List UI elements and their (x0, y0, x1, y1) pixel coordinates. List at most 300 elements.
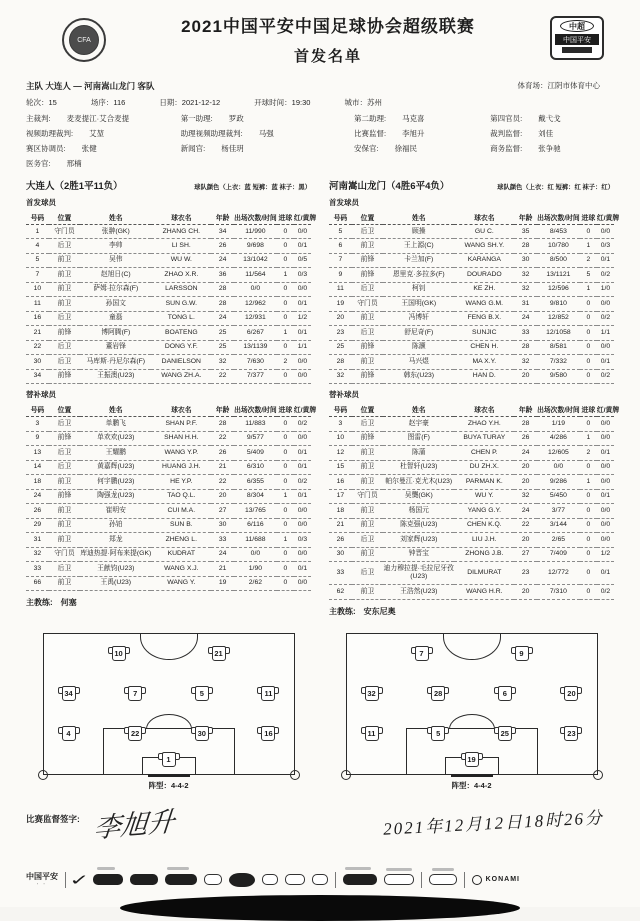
player-shirt-icon: 20 (560, 685, 582, 702)
table-row (26, 489, 311, 503)
cell: 12/596 (537, 282, 580, 296)
cell: 萨姆·拉尔森(F) (80, 282, 151, 296)
formation-row (44, 645, 294, 662)
cell: SHAN P.F. (151, 417, 211, 431)
table-row (329, 489, 614, 503)
cell: 18 (26, 475, 49, 489)
match-meta (26, 97, 614, 108)
title-sponsor-logo: 中国平安 · · (26, 872, 58, 886)
column-header: 姓名 (80, 210, 151, 225)
player-shirt-icon: 9 (511, 645, 533, 662)
cell: 0/0 (294, 225, 311, 239)
cell: FENG B.X. (454, 311, 514, 325)
cell: 25 (211, 340, 234, 354)
cell: 刘家辉(U23) (383, 533, 454, 547)
home-formation-label: 阵型：4-4-2 (148, 780, 189, 790)
cell: 前卫 (49, 268, 80, 282)
cell: 0/0 (294, 547, 311, 561)
cell: 5 (580, 268, 597, 282)
cell: 后卫 (49, 460, 80, 474)
cell: 1 (277, 489, 294, 503)
cell: 33 (211, 533, 234, 547)
supervisor-sign-label: 比赛监督签字: (26, 813, 80, 824)
sponsor-strip (26, 871, 614, 889)
cell: 8/500 (537, 253, 580, 267)
cell: SUN G.W. (151, 297, 211, 311)
cell: 14 (26, 460, 49, 474)
cell: 1/90 (234, 562, 277, 576)
column-header: 球衣名 (151, 402, 211, 417)
match-date: 日期：2021-12-12 (159, 98, 221, 107)
home-starters-title: 首发球员 (26, 198, 56, 207)
cell: 钟晋宝 (383, 547, 454, 561)
sponsor-sub-bar: · · (37, 880, 47, 886)
table-row (26, 475, 311, 489)
cell: 0 (580, 518, 597, 532)
formation-row (347, 751, 597, 768)
table-row (26, 562, 311, 576)
cell: 31 (26, 533, 49, 547)
cell: 12 (329, 446, 352, 460)
table-header-row (329, 210, 614, 225)
player-shirt-icon: 19 (461, 751, 483, 768)
column-header: 年龄 (514, 402, 537, 417)
cell: 0/0 (294, 576, 311, 590)
cell: 31 (514, 297, 537, 311)
cell: 8/581 (537, 340, 580, 354)
column-header: 号码 (26, 210, 49, 225)
cell: 11 (26, 297, 49, 311)
table-row (329, 355, 614, 369)
cell: 0/0 (294, 282, 311, 296)
cell: 0/1 (294, 239, 311, 253)
cell: 王耀鹏 (80, 446, 151, 460)
cell: 前锋 (49, 369, 80, 383)
cell: 舒尼奇(F) (383, 326, 454, 340)
cell: 0 (277, 297, 294, 311)
cell: 前卫 (49, 253, 80, 267)
away-subs-title: 替补球员 (329, 390, 359, 400)
column-header: 出场次数/时间 (537, 210, 580, 225)
cell: 0/0 (537, 460, 580, 474)
away-formation-label: 阵型：4-4-2 (451, 780, 492, 790)
cell: MA X.Y. (454, 355, 514, 369)
cell: 12/852 (537, 311, 580, 325)
column-header: 红/黄牌 (597, 210, 614, 225)
cell: 0 (580, 547, 597, 561)
cell: 9/580 (537, 369, 580, 383)
sponsor-logo (343, 874, 377, 885)
cell: 21 (26, 326, 49, 340)
table-row (26, 282, 311, 296)
cell: 7/409 (537, 547, 580, 561)
cell: 守门员 (352, 297, 383, 311)
cell: 守门员 (49, 225, 80, 239)
cell: 李帅 (80, 239, 151, 253)
player-shirt-icon: 7 (124, 685, 146, 702)
cell: 9/810 (537, 297, 580, 311)
match-info (26, 80, 614, 169)
player-shirt-icon: 22 (124, 725, 146, 742)
home-subs-title: 替补球员 (26, 390, 56, 400)
cell: 1/0 (597, 282, 614, 296)
badge-emblem-icon: 中超 (560, 20, 594, 32)
league-sponsor-badge (550, 16, 604, 60)
cell: DONG Y.F. (151, 340, 211, 354)
cell: LARSSON (151, 282, 211, 296)
cell: 26 (211, 446, 234, 460)
cell: 0/2 (597, 369, 614, 383)
stadium: 体育场：江阴市体育中心 (517, 81, 600, 90)
cell: 单鹏飞 (80, 417, 151, 431)
table-row (329, 239, 614, 253)
cell: 0/0 (597, 504, 614, 518)
table-row (329, 268, 614, 282)
cell: 前卫 (49, 518, 80, 532)
cell: 前锋 (352, 369, 383, 383)
title-block (106, 10, 550, 66)
cell: 前锋 (49, 489, 80, 503)
cell: 20 (514, 475, 537, 489)
cell: 12/772 (537, 562, 580, 585)
column-header: 年龄 (514, 210, 537, 225)
cell: DOURADO (454, 268, 514, 282)
player-shirt-icon: 11 (257, 685, 279, 702)
cell: WANG ZH.A. (151, 369, 211, 383)
cell: 24 (514, 446, 537, 460)
cell: 13/1121 (537, 268, 580, 282)
cell: 0/2 (597, 585, 614, 599)
cell: 26 (329, 533, 352, 547)
sponsor-logo (229, 873, 255, 887)
cell: 1 (580, 282, 597, 296)
player-shirt-icon: 4 (58, 725, 80, 742)
cell: 前卫 (352, 518, 383, 532)
cell: 孙国文 (80, 297, 151, 311)
cell: 30 (26, 355, 49, 369)
corner-arc (593, 770, 603, 780)
cell: TONG L. (151, 311, 211, 325)
cell: 12/1058 (537, 326, 580, 340)
cell: 4 (26, 239, 49, 253)
cell: 杨国元 (383, 504, 454, 518)
player-shirt-icon: 16 (257, 725, 279, 742)
player-shirt-icon: 7 (411, 645, 433, 662)
cell: 0 (277, 504, 294, 518)
cell: 童磊 (80, 311, 151, 325)
player-shirt-icon: 23 (560, 725, 582, 742)
cell: 马库斯·丹尼尔森(F) (80, 355, 151, 369)
cell: 16 (329, 475, 352, 489)
cell: 0 (580, 340, 597, 354)
cell: 7/377 (234, 369, 277, 383)
cell: 19 (329, 297, 352, 311)
player-shirt-icon: 34 (58, 685, 80, 702)
cell: GU C. (454, 225, 514, 239)
teams-line: 主队 大连人 — 河南嵩山龙门 客队 (26, 81, 155, 91)
cell: 前卫 (352, 475, 383, 489)
cell: CHEN P. (454, 446, 514, 460)
column-header: 红/黄牌 (597, 402, 614, 417)
cell: 0/0 (294, 355, 311, 369)
away-team-name: 河南嵩山龙门（4胜6平4负） (329, 181, 450, 192)
cell: CHEN K.Q. (454, 518, 514, 532)
cell: 3/77 (537, 504, 580, 518)
match-number: 场序：116 (90, 98, 126, 107)
formation-row (347, 645, 597, 662)
column-header: 位置 (49, 210, 80, 225)
cell: 36 (211, 268, 234, 282)
cell: 0 (277, 311, 294, 325)
cell: 0/2 (597, 268, 614, 282)
cell: 0 (277, 369, 294, 383)
cell: 0 (580, 326, 597, 340)
cell: 21 (211, 562, 234, 576)
table-row (26, 504, 311, 518)
cell: 0 (277, 547, 294, 561)
cell: 21 (329, 518, 352, 532)
cell: 单欢欢(U23) (80, 431, 151, 445)
cell: 1 (580, 239, 597, 253)
cell: 0 (277, 340, 294, 354)
column-header: 姓名 (383, 402, 454, 417)
cell: 前锋 (352, 431, 383, 445)
cell: 崔明安 (80, 504, 151, 518)
cell: 杜智轩(U23) (383, 460, 454, 474)
cell: 28 (211, 282, 234, 296)
player-shirt-icon: 28 (427, 685, 449, 702)
team-tables (26, 178, 620, 617)
cell: WU W. (151, 253, 211, 267)
cell: 守门员 (49, 547, 80, 561)
column-header: 号码 (26, 402, 49, 417)
column-header: 年龄 (211, 210, 234, 225)
cell: 32 (514, 282, 537, 296)
away-team-kit: 球队颜色（上衣：红 短裤：红 袜子：红） (497, 184, 614, 191)
cell: 郑龙 (80, 533, 151, 547)
cell: 32 (26, 547, 49, 561)
official: 视频助理裁判: 艾堃 (26, 129, 105, 138)
cell: 10/780 (537, 239, 580, 253)
official: 主裁判: 麦麦提江·艾合麦提 (26, 114, 130, 123)
cell: 0/0 (294, 369, 311, 383)
table-row (329, 460, 614, 474)
column-header: 出场次数/时间 (234, 210, 277, 225)
cell: 16 (26, 311, 49, 325)
cell: 0 (277, 282, 294, 296)
cell: 前锋 (49, 431, 80, 445)
cell: DANIELSON (151, 355, 211, 369)
cell: 5 (329, 225, 352, 239)
cell: PARMAN K. (454, 475, 514, 489)
cell: 7/332 (537, 355, 580, 369)
cell: 24 (26, 489, 49, 503)
column-header: 进球 (277, 402, 294, 417)
cell: 0/0 (597, 417, 614, 431)
home-pitch-diagram (43, 633, 295, 775)
cell: 13/1042 (234, 253, 277, 267)
cell: 9 (26, 431, 49, 445)
cell: 7 (26, 268, 49, 282)
official: 助理视频助理裁判: 马强 (180, 129, 274, 138)
cell: 9 (329, 268, 352, 282)
cell: 28 (514, 239, 537, 253)
player-shirt-icon: 10 (108, 645, 130, 662)
cell: 0 (277, 576, 294, 590)
cell: 4/286 (537, 431, 580, 445)
official: 比赛监督: 李旭升 (353, 129, 425, 138)
cell: 3/144 (537, 518, 580, 532)
cell: 0/1 (294, 297, 311, 311)
cell: 5 (26, 253, 49, 267)
cell: 韩东(U23) (383, 369, 454, 383)
table-row (26, 326, 311, 340)
badge-bottom-bar (562, 47, 592, 53)
cell: 王浩然(U23) (383, 585, 454, 599)
handwritten-datetime: 2021年12月12日18时26分 (382, 807, 605, 839)
cell: BUYA TURAY (454, 431, 514, 445)
table-row (329, 253, 614, 267)
column-header: 进球 (277, 210, 294, 225)
cell: LI SH. (151, 239, 211, 253)
cell: 21 (211, 460, 234, 474)
cell: 0/5 (294, 253, 311, 267)
cell: 库迪热提·阿布来提(GK) (80, 547, 151, 561)
cell: 33 (329, 562, 352, 585)
cell: 0 (580, 562, 597, 585)
table-row (329, 533, 614, 547)
cell: SUNJIC (454, 326, 514, 340)
cell: 前锋 (352, 340, 383, 354)
sponsor-logo (429, 874, 457, 885)
cell: 后卫 (352, 225, 383, 239)
official: 商务监督: 张争驰 (490, 144, 561, 153)
table-row (26, 431, 311, 445)
cell: 32 (514, 489, 537, 503)
column-header: 进球 (580, 402, 597, 417)
cell: 0/3 (294, 268, 311, 282)
official: 裁判监督: 刘佳 (490, 129, 554, 138)
cell: 9/698 (234, 239, 277, 253)
city: 城市：苏州 (344, 98, 382, 107)
table-row (329, 446, 614, 460)
table-row (26, 417, 311, 431)
cell: 0/0 (597, 518, 614, 532)
cell: KARANGA (454, 253, 514, 267)
corner-arc (290, 770, 300, 780)
table-row (329, 311, 614, 325)
cell: 0/0 (597, 340, 614, 354)
cell: KUDRAT (151, 547, 211, 561)
cell: WANG G.M. (454, 297, 514, 311)
cell: 0 (277, 253, 294, 267)
column-header: 姓名 (383, 210, 454, 225)
cell: 卡兰加(F) (383, 253, 454, 267)
cell: BOATENG (151, 326, 211, 340)
cell: 26 (514, 431, 537, 445)
player-shirt-icon: 5 (191, 685, 213, 702)
table-row (26, 355, 311, 369)
table-row (26, 340, 311, 354)
cell: 11/688 (234, 533, 277, 547)
cell: 2/65 (537, 533, 580, 547)
sponsor-logo (204, 874, 222, 885)
cell: 0 (580, 355, 597, 369)
table-row (329, 340, 614, 354)
cell: 34 (26, 369, 49, 383)
cell: 前卫 (352, 585, 383, 599)
sponsor-logo (262, 874, 278, 885)
table-row (26, 311, 311, 325)
table-row (26, 547, 311, 561)
cell: 35 (514, 225, 537, 239)
cell: ZHAO X.R. (151, 268, 211, 282)
cell: 7/630 (234, 355, 277, 369)
formation-row (44, 725, 294, 742)
cell: 1/19 (537, 417, 580, 431)
cell: 王国明(GK) (383, 297, 454, 311)
cell: 29 (26, 518, 49, 532)
cell: 24 (514, 504, 537, 518)
cell: ZHAO Y.H. (454, 417, 514, 431)
cell: 张翀(GK) (80, 225, 151, 239)
table-row (26, 253, 311, 267)
cell: 0/0 (597, 431, 614, 445)
cell: 12/962 (234, 297, 277, 311)
kickoff-time: 开球时间：19:30 (254, 98, 311, 107)
table-row (329, 369, 614, 383)
cell: 24 (211, 311, 234, 325)
table-row (329, 585, 614, 599)
cell: CUI M.A. (151, 504, 211, 518)
cell: 孙铂 (80, 518, 151, 532)
cell: 图雷(F) (383, 431, 454, 445)
cell: 17 (329, 489, 352, 503)
cell: 27 (211, 504, 234, 518)
column-header: 号码 (329, 402, 352, 417)
formation-row (44, 751, 294, 768)
formation-row (347, 725, 597, 742)
player-shirt-icon: 21 (208, 645, 230, 662)
cell: 前卫 (352, 460, 383, 474)
cell: 0/1 (294, 489, 311, 503)
table-row (26, 239, 311, 253)
page-title: 2021中国平安中国足球协会超级联赛 (181, 17, 475, 36)
cell: 12/605 (537, 446, 580, 460)
cell: WANG Y. (151, 576, 211, 590)
cell: 0 (277, 446, 294, 460)
cell: SUN B. (151, 518, 211, 532)
cell: 0/0 (597, 475, 614, 489)
cell: 11/883 (234, 417, 277, 431)
cell: 0/0 (294, 518, 311, 532)
cell: 2 (580, 253, 597, 267)
player-shirt-icon: 5 (427, 725, 449, 742)
player-shirt-icon: 6 (494, 685, 516, 702)
cell: 后卫 (49, 311, 80, 325)
cell: 0 (277, 475, 294, 489)
cell: 0/0 (234, 547, 277, 561)
cell: 23 (514, 562, 537, 585)
konami-logo: KONAMI (472, 875, 520, 885)
cell: 0 (277, 518, 294, 532)
cell: 前卫 (352, 504, 383, 518)
cell: 0 (580, 489, 597, 503)
column-header: 球衣名 (151, 210, 211, 225)
cell: CHEN H. (454, 340, 514, 354)
sponsor-logo (165, 874, 197, 885)
cell: 27 (514, 547, 537, 561)
